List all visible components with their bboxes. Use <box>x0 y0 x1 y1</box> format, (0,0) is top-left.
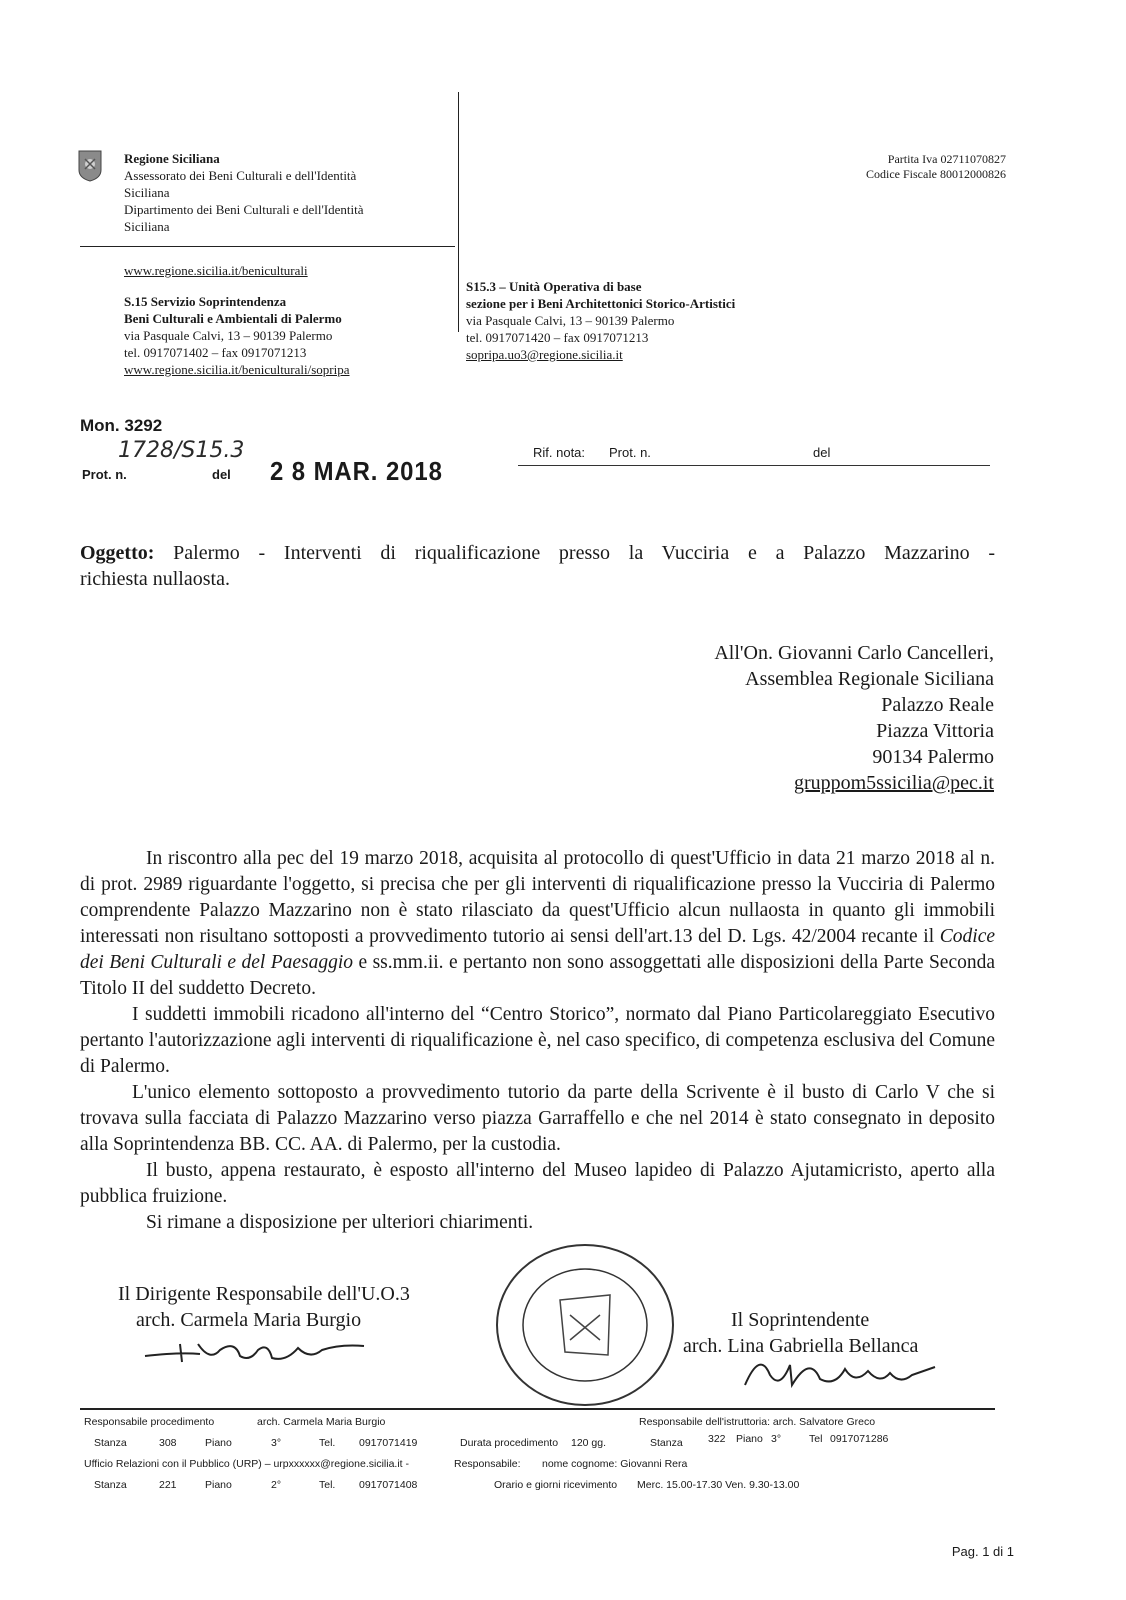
office-title: S.15 Servizio Soprintendenza <box>124 294 287 309</box>
handwritten-signature-right <box>740 1345 940 1400</box>
footer-rule <box>80 1408 995 1410</box>
signature-left <box>118 1281 410 1333</box>
stanza2-label: Stanza <box>650 1437 683 1449</box>
urp-resp-label: Responsabile: <box>454 1458 521 1470</box>
resp-proc-name: arch. Carmela Maria Burgio <box>257 1416 386 1428</box>
org-line: Assessorato dei Beni Culturali e dell'Identità <box>124 168 357 183</box>
office-address: via Pasquale Calvi, 13 – 90139 Palermo <box>124 328 333 343</box>
durata-value: 120 gg. <box>571 1437 607 1449</box>
tax-ids <box>866 152 1006 182</box>
unit-email-link[interactable]: sopripa.uo3@regione.sicilia.it <box>466 347 623 362</box>
office-tel: tel. 0917071402 – fax 0917071213 <box>124 345 307 360</box>
page-number: Pag. 1 di 1 <box>951 1544 1014 1559</box>
stanza-label: Stanza <box>94 1437 127 1449</box>
unit-title: S15.3 – Unità Operativa di base <box>466 279 642 294</box>
region-logo-icon <box>78 150 102 182</box>
subject-text-continued: richiesta nullaosta. <box>80 568 230 590</box>
recipient-line: Piazza Vittoria <box>876 720 994 742</box>
prot-label: Prot. n. <box>82 467 127 482</box>
piano-label: Piano <box>205 1437 232 1449</box>
resp-istr: Responsabile dell'istruttoria: arch. Salvatore Greco <box>639 1416 876 1428</box>
urp-line: Ufficio Relazioni con il Pubblico (URP) – urpxxxxxx@regione.sicilia.it - <box>84 1458 409 1470</box>
official-stamp <box>490 1240 680 1415</box>
tel-label: Tel. <box>319 1437 336 1449</box>
body-paragraph: Il busto, appena restaurato, è esposto all'interno del Museo lapideo di Palazzo Ajutamicristo, aperto alla pubblica fruizione. <box>80 1160 995 1207</box>
unit-block <box>466 278 826 363</box>
rif-del-label: del <box>813 445 831 460</box>
body-paragraph <box>80 846 995 1002</box>
unit-tel: tel. 0917071420 – fax 0917071213 <box>466 330 649 345</box>
letter-body <box>80 846 995 1236</box>
piano-label: Piano <box>205 1479 232 1491</box>
org-line: Siciliana <box>124 185 170 200</box>
signature-right-name: arch. Lina Gabriella Bellanca <box>683 1335 919 1357</box>
footer-row-2 <box>84 1433 994 1454</box>
resp-proc-label: Responsabile procedimento <box>84 1416 215 1428</box>
tel-value: 0917071408 <box>359 1479 418 1491</box>
rif-label: Rif. nota: <box>533 445 586 460</box>
stanza2-value: 322 <box>708 1433 726 1445</box>
tel2-value: 0917071286 <box>830 1433 889 1445</box>
office-block <box>124 293 454 378</box>
stanza-value: 221 <box>159 1479 177 1491</box>
tel-value: 0917071419 <box>359 1437 418 1449</box>
orario-label: Orario e giorni ricevimento <box>494 1479 618 1491</box>
recipient-line: Assemblea Regionale Siciliana <box>745 668 994 690</box>
footer-row-4 <box>84 1475 994 1496</box>
orario-value: Merc. 15.00-17.30 Ven. 9.30-13.00 <box>637 1479 800 1491</box>
body-paragraph: I suddetti immobili ricadono all'interno del “Centro Storico”, normato dal Piano Particolareggiato Esecutivo pertanto l'autorizzazione agli interventi di riqualificazione è, nel caso specifico, di competenza esclusiva del Comune di Palermo. <box>80 1004 995 1077</box>
recipient-line: All'On. Giovanni Carlo Cancelleri, <box>714 642 994 664</box>
signature-left-name: arch. Carmela Maria Burgio <box>136 1309 362 1331</box>
rif-prot-label: Prot. n. <box>609 445 651 460</box>
website-link[interactable]: www.regione.sicilia.it/beniculturali <box>124 263 308 278</box>
tel2-label: Tel <box>809 1433 823 1445</box>
rif-underline <box>518 465 990 466</box>
piano-value: 2° <box>271 1479 282 1491</box>
mon-number: Mon. 3292 <box>80 416 163 435</box>
footer-row-3 <box>84 1454 994 1475</box>
body-text: In riscontro alla pec del 19 marzo 2018, acquisita al protocollo di quest'Ufficio in data 21 marzo 2018 al n. di prot. 2989 riguardante l'oggetto, si precisa che per gli interventi di riqualificazione presso la Vucciria di Palermo comprendente Palazzo Mazzarino non è stato rilasciato da quest'Ufficio alcun nullaosta in quanto gli immobili interessati non risultano sottoposti a provvedimento tutorio ai sensi dell'art.13 del D. Lgs. 42/2004 recante il <box>80 848 995 947</box>
unit-address: via Pasquale Calvi, 13 – 90139 Palermo <box>466 313 675 328</box>
org-line: Dipartimento dei Beni Culturali e dell'Identità <box>124 202 364 217</box>
urp-resp: nome cognome: Giovanni Rera <box>542 1458 688 1470</box>
durata-label: Durata procedimento <box>460 1437 559 1449</box>
signature-left-title: Il Dirigente Responsabile dell'U.O.3 <box>118 1283 410 1305</box>
date-stamp: 2 8 MAR. 2018 <box>270 456 443 486</box>
prot-handwritten-value: 1728/S15.3 <box>118 438 245 463</box>
codice-fiscale: Codice Fiscale 80012000826 <box>866 167 1006 181</box>
piano-value: 3° <box>271 1437 282 1449</box>
stanza-value: 308 <box>159 1437 177 1449</box>
del-label: del <box>212 467 231 482</box>
signature-right-title: Il Soprintendente <box>731 1309 870 1331</box>
org-name: Regione Siciliana <box>124 151 220 166</box>
piano2-label: Piano <box>736 1433 763 1445</box>
body-paragraph: Si rimane a disposizione per ulteriori chiarimenti. <box>146 1212 534 1233</box>
recipient-line: Palazzo Reale <box>881 694 994 716</box>
header-left <box>124 150 444 235</box>
subject-label: Oggetto: <box>80 542 155 564</box>
org-line: Siciliana <box>124 219 170 234</box>
stanza-label: Stanza <box>94 1479 127 1491</box>
recipient-line: 90134 Palermo <box>872 746 994 768</box>
subject-text: Palermo - Interventi di riqualificazione presso la Vucciria e a Palazzo Mazzarino - <box>173 542 995 564</box>
header-divider-horizontal <box>80 246 455 247</box>
piano2-value: 3° <box>771 1433 782 1445</box>
office-web-link[interactable]: www.regione.sicilia.it/beniculturali/sopripa <box>124 362 350 377</box>
body-paragraph: L'unico elemento sottoposto a provvedimento tutorio da parte della Scrivente è il busto di Carlo V che si trovava sulla facciata di Palazzo Mazzarino verso piazza Garraffello e che nel 2014 è stato consegnato in deposito alla Soprintendenza BB. CC. AA. di Palermo, per la custodia. <box>80 1082 995 1155</box>
office-title: Beni Culturali e Ambientali di Palermo <box>124 311 342 326</box>
recipient-block <box>714 640 994 796</box>
recipient-email-link[interactable]: gruppom5ssicilia@pec.it <box>793 772 994 794</box>
header-divider-vertical <box>458 92 459 332</box>
subject <box>80 540 995 592</box>
handwritten-signature-left <box>140 1332 380 1373</box>
partita-iva: Partita Iva 02711070827 <box>887 152 1006 166</box>
unit-title: sezione per i Beni Architettonici Storico-Artistici <box>466 296 736 311</box>
body-text: e ss.mm.ii. e pertanto non sono assoggettati alle disposizioni della Parte Seconda Titolo II del suddetto Decreto. <box>80 952 995 999</box>
tel-label: Tel. <box>319 1479 336 1491</box>
body-italic-title: Codice dei Beni Culturali e del Paesaggio <box>80 926 995 973</box>
footer <box>84 1412 994 1496</box>
